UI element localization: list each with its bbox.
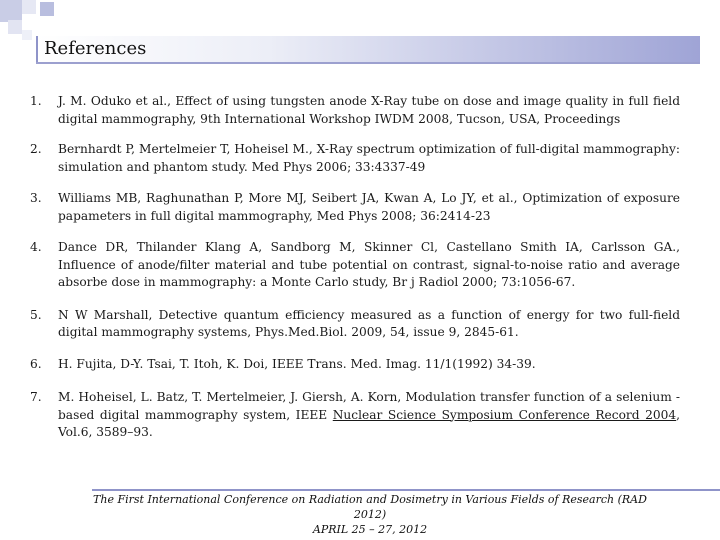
footer-conference: The First International Conference on Radiation and Dosimetry in Various Fields of Research (RAD 2012)	[93, 493, 647, 521]
reference-item	[30, 239, 680, 292]
reference-text: J. M. Oduko et al., Effect of using tungsten anode X-Ray tube on dose and image quality in full field digital mammography, 9th International Workshop IWDM 2008, Tucson, USA, Proceedings	[58, 94, 680, 126]
decorative-square	[22, 30, 32, 40]
reference-text: Bernhardt P, Mertelmeier T, Hoheisel M., X-Ray spectrum optimization of full-digital mammography: simulation and phantom study. Med Phys 2006; 33:4337-49	[58, 142, 680, 174]
reference-number: 7.	[30, 390, 42, 404]
reference-text: H. Fujita, D-Y. Tsai, T. Itoh, K. Doi, IEEE Trans. Med. Imag. 11/1(1992) 34-39.	[58, 356, 536, 371]
reference-text-tail: , Vol.6, 3589–93.	[58, 407, 680, 439]
footer	[90, 492, 650, 537]
reference-number: 2.	[30, 142, 42, 156]
reference-number: 4.	[30, 240, 42, 254]
reference-text: M. Hoheisel, L. Batz, T. Mertelmeier, J. Giersh, A. Korn, Modulation transfer function of a selenium -based digital mammography system, IEEE	[58, 390, 680, 422]
title-bar-underline	[36, 62, 700, 64]
decorative-square	[22, 0, 36, 14]
reference-item	[30, 141, 680, 176]
reference-item	[30, 307, 680, 342]
reference-item	[30, 190, 680, 225]
reference-list	[30, 93, 680, 442]
reference-item	[30, 93, 680, 128]
reference-number: 6.	[30, 356, 42, 371]
title-bar-left-rule	[36, 36, 38, 64]
decorative-square	[8, 20, 22, 34]
decorative-square	[0, 0, 22, 22]
decorative-square	[40, 2, 54, 16]
footer-rule	[92, 489, 720, 491]
reference-text: Dance DR, Thilander Klang A, Sandborg M, Skinner Cl, Castellano Smith IA, Carlsson GA., Influence of anode/filter material and tube potential on contrast, signal-to-noise ratio and average absorbe dose in mammography: a Monte Carlo study, Br j Radiol 2000; 73:1056-67.	[58, 240, 680, 289]
reference-number: 3.	[30, 191, 42, 205]
reference-text: Williams MB, Raghunathan P, More MJ, Seibert JA, Kwan A, Lo JY, et al., Optimization of exposure papameters in full digital mammography, Med Phys 2008; 36:2414-23	[58, 191, 680, 223]
reference-item	[30, 389, 680, 442]
reference-item	[30, 356, 680, 374]
reference-text: N W Marshall, Detective quantum efficiency measured as a function of energy for two full-field digital mammography systems, Phys.Med.Biol. 2009, 54, issue 9, 2845-61.	[58, 307, 680, 339]
reference-number: 1.	[30, 94, 42, 108]
conference-record-link[interactable]: Nuclear Science Symposium Conference Record 2004	[332, 407, 677, 422]
reference-number: 5.	[30, 307, 42, 322]
footer-date: APRIL 25 – 27, 2012	[312, 523, 428, 536]
slide-title: References	[44, 38, 147, 59]
